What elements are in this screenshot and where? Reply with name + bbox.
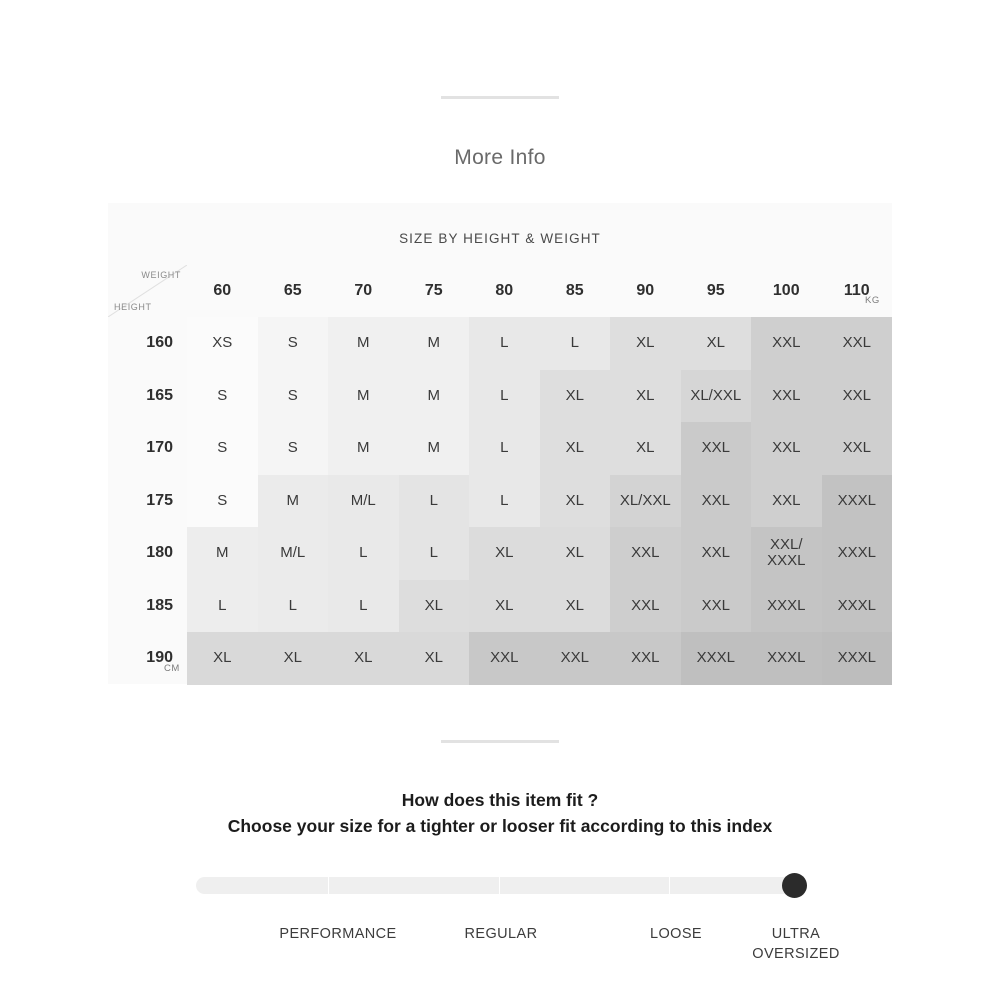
size-cell: XL xyxy=(399,580,470,633)
table-row xyxy=(108,580,892,633)
size-cell: XS xyxy=(187,317,258,370)
col-header-weight: 100 xyxy=(772,282,800,300)
size-cell: L xyxy=(258,580,329,633)
size-cell: S xyxy=(258,317,329,370)
fit-option-labels xyxy=(196,925,840,975)
size-cell: XXL xyxy=(681,527,752,580)
slider-knob[interactable] xyxy=(782,873,807,898)
size-cell: XL xyxy=(540,422,611,475)
col-header-weight: 75 xyxy=(424,282,443,300)
size-cell: XXXL xyxy=(822,527,893,580)
divider-middle xyxy=(441,740,559,743)
size-cell: XXL xyxy=(751,370,822,423)
col-header-weight: 80 xyxy=(495,282,514,300)
size-cell: XL xyxy=(681,317,752,370)
size-cell: XL xyxy=(187,632,258,685)
size-cell: XXL xyxy=(822,317,893,370)
fit-option-ultra-line1: ULTRA xyxy=(771,926,821,942)
row-header-height: 185 xyxy=(146,596,173,614)
size-cell: XXXL xyxy=(822,632,893,685)
size-cell: XL xyxy=(469,580,540,633)
col-header-weight: 60 xyxy=(213,282,232,300)
size-cell: XL/XXL xyxy=(681,370,752,423)
size-cell: M xyxy=(328,370,399,423)
size-cell: XXL xyxy=(540,632,611,685)
table-row xyxy=(108,370,892,423)
size-cell: S xyxy=(187,422,258,475)
row-header-height: 160 xyxy=(146,334,173,352)
slider-tick xyxy=(669,877,670,894)
size-cell: XL/XXL xyxy=(610,475,681,528)
size-cell: XXL xyxy=(610,632,681,685)
size-cell: XXL xyxy=(681,475,752,528)
axis-corner-cell xyxy=(108,265,187,317)
size-cell: XXL xyxy=(751,475,822,528)
col-header-weight: 70 xyxy=(354,282,373,300)
size-cell: S xyxy=(258,370,329,423)
weight-axis-label: WEIGHT xyxy=(141,270,181,280)
row-header-height: 190 xyxy=(146,649,173,667)
size-cell: XL xyxy=(540,370,611,423)
size-cell: L xyxy=(469,422,540,475)
size-cell: XL xyxy=(258,632,329,685)
size-cell: M xyxy=(399,317,470,370)
size-cell xyxy=(751,527,822,580)
fit-option-loose[interactable]: LOOSE xyxy=(650,926,702,942)
size-cell: XXL xyxy=(469,632,540,685)
fit-slider[interactable] xyxy=(196,877,804,894)
size-cell: XL xyxy=(469,527,540,580)
size-cell: L xyxy=(399,475,470,528)
size-cell: XL xyxy=(540,475,611,528)
size-cell: XXL xyxy=(610,580,681,633)
col-header-weight: 65 xyxy=(283,282,302,300)
size-cell: XL xyxy=(399,632,470,685)
size-cell: XL xyxy=(610,370,681,423)
size-cell: XXXL xyxy=(822,475,893,528)
size-cell: XXXL xyxy=(681,632,752,685)
size-cell: XXXL xyxy=(751,632,822,685)
row-header-height: 175 xyxy=(146,491,173,509)
fit-option-ultra-line2: OVERSIZED xyxy=(752,945,840,962)
size-cell: L xyxy=(328,527,399,580)
row-header-height: 165 xyxy=(146,386,173,404)
fit-option-ultra-oversized[interactable] xyxy=(716,925,876,964)
size-cell: XXL xyxy=(610,527,681,580)
fit-subtitle: Choose your size for a tighter or looser fit according to this index xyxy=(227,816,773,836)
size-cell: XL xyxy=(610,317,681,370)
height-unit-label: CM xyxy=(164,663,180,674)
col-header-weight: 110 xyxy=(843,282,870,300)
size-cell: M/L xyxy=(328,475,399,528)
size-cell: M xyxy=(187,527,258,580)
size-chart-body xyxy=(108,317,892,685)
size-cell: M/L xyxy=(258,527,329,580)
size-cell-line: XXL/ xyxy=(769,535,803,553)
size-cell: XXL xyxy=(822,370,893,423)
size-cell: XL xyxy=(540,580,611,633)
slider-tick xyxy=(499,877,500,894)
size-cell: M xyxy=(328,422,399,475)
row-header-height: 180 xyxy=(146,544,173,562)
size-cell: L xyxy=(328,580,399,633)
table-row xyxy=(108,527,892,580)
size-cell: XXXL xyxy=(822,580,893,633)
size-cell: L xyxy=(540,317,611,370)
size-cell: M xyxy=(399,422,470,475)
size-cell: XL xyxy=(328,632,399,685)
table-row xyxy=(108,475,892,528)
size-cell: S xyxy=(258,422,329,475)
size-cell: S xyxy=(187,370,258,423)
size-cell: XXL xyxy=(681,580,752,633)
size-cell: XXL xyxy=(822,422,893,475)
size-cell: XXL xyxy=(751,422,822,475)
col-header-weight: 85 xyxy=(565,282,584,300)
size-cell: L xyxy=(187,580,258,633)
size-cell: L xyxy=(469,475,540,528)
fit-question: How does this item fit ? xyxy=(401,790,599,810)
slider-tick xyxy=(328,877,329,894)
size-cell: XXL xyxy=(751,317,822,370)
fit-option-performance[interactable]: PERFORMANCE xyxy=(279,926,397,942)
table-row xyxy=(108,317,892,370)
size-cell: XXL xyxy=(681,422,752,475)
table-row xyxy=(108,422,892,475)
size-cell: XXXL xyxy=(751,580,822,633)
size-cell: M xyxy=(399,370,470,423)
table-row xyxy=(108,632,892,685)
weight-unit-label: KG xyxy=(865,295,880,306)
col-header-weight: 95 xyxy=(706,282,725,300)
size-chart-title: SIZE BY HEIGHT & WEIGHT xyxy=(399,231,601,246)
row-header-height: 170 xyxy=(146,439,173,457)
size-cell: L xyxy=(469,317,540,370)
size-cell: XL xyxy=(610,422,681,475)
size-cell: L xyxy=(399,527,470,580)
size-cell-line: XXXL xyxy=(767,552,806,570)
fit-option-regular[interactable]: REGULAR xyxy=(464,926,538,942)
col-header-weight: 90 xyxy=(636,282,655,300)
size-cell: XL xyxy=(540,527,611,580)
page-title: More Info xyxy=(454,146,546,169)
size-cell: M xyxy=(328,317,399,370)
height-axis-label: HEIGHT xyxy=(114,302,152,313)
size-chart-table xyxy=(108,265,892,685)
size-cell: L xyxy=(469,370,540,423)
size-cell: M xyxy=(258,475,329,528)
size-cell: S xyxy=(187,475,258,528)
size-chart-panel xyxy=(108,203,892,684)
divider-top xyxy=(441,96,559,99)
table-header-row xyxy=(108,265,892,317)
